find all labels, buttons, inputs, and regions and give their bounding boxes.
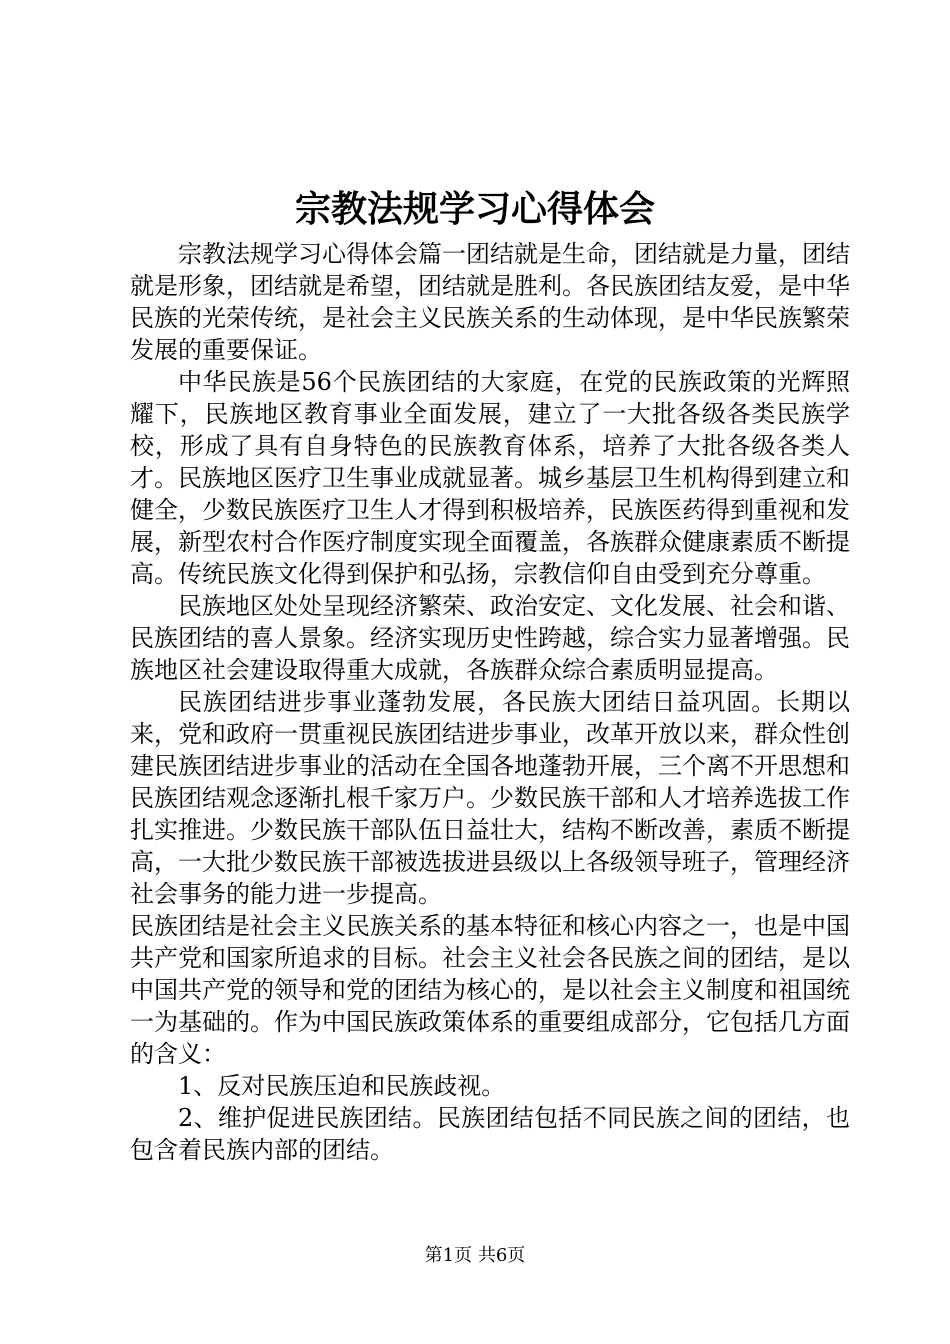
paragraph-3: 民族地区处处呈现经济繁荣、政治安定、文化发展、社会和谐、民族团结的喜人景象。经济实现历史性跨越，综合实力显著增强。民族地区社会建设取得重大成就，各族群众综合素质明显提高。 [130,592,850,684]
document-title: 宗教法规学习心得体会 [294,188,655,230]
page-number: 第1页 共6页 [424,1245,526,1266]
paragraph-2: 中华民族是56个民族团结的大家庭，在党的民族政策的光辉照耀下，民族地区教育事业全面发展，建立了一大批各级各类民族学校，形成了具有自身特色的民族教育体系，培养了大批各级各类人才。民族地区医疗卫生事业成就显著。城乡基层卫生机构得到建立和健全，少数民族医疗卫生人才得到积极培养，民族医药得到重视和发展，新型农村合作医疗制度实现全面覆盖，各族群众健康素质不断提高。传统民族文化得到保护和弘扬，宗教信仰自由受到充分尊重。 [130,368,850,588]
list-item-1: 1、反对民族压迫和民族歧视。 [178,1072,506,1100]
page-footer [0,1244,950,1268]
list-item-2: 2、维护促进民族团结。民族团结包括不同民族之间的团结，也包含着民族内部的团结。 [130,1104,850,1164]
paragraph-4: 民族团结进步事业蓬勃发展，各民族大团结日益巩固。长期以来，党和政府一贯重视民族团结进步事业，改革开放以来，群众性创建民族团结进步事业的活动在全国各地蓬勃开展，三个离不开思想和民族团结观念逐渐扎根千家万户。少数民族干部和人才培养选拔工作扎实推进。少数民族干部队伍日益壮大，结构不断改善，素质不断提高，一大批少数民族干部被选拔进县级以上各级领导班子，管理经济社会事务的能力进一步提高。 [130,688,850,908]
paragraph-5: 民族团结是社会主义民族关系的基本特征和核心内容之一，也是中国共产党和国家所追求的目标。社会主义社会各民族之间的团结，是以中国共产党的领导和党的团结为核心的，是以社会主义制度和祖国统一为基础的。作为中国民族政策体系的重要组成部分，它包括几方面的含义： [130,912,850,1068]
document-body [130,238,850,1166]
paragraph-1: 宗教法规学习心得体会篇一团结就是生命，团结就是力量，团结就是形象，团结就是希望，团结就是胜利。各民族团结友爱，是中华民族的光荣传统，是社会主义民族关系的生动体现，是中华民族繁荣发展的重要保证。 [130,240,850,364]
